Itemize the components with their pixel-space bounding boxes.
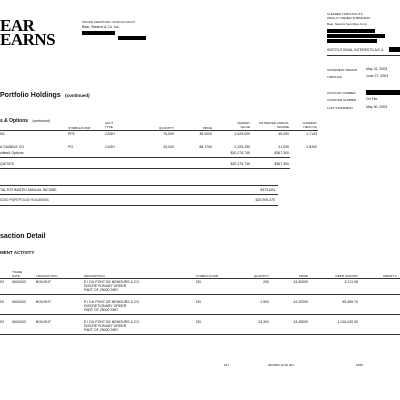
tx-quantity: 1,500	[260, 300, 269, 304]
holdings-title-bold: Portfolio Holdings	[0, 92, 61, 99]
tx-transaction: BOUGHT	[36, 300, 51, 304]
clearing-line-3: Bear, Stearns Securities Corp.	[327, 22, 368, 26]
header-description: DESCRIPTION	[84, 274, 105, 278]
transactions-subtitle: MENT ACTIVITY	[0, 250, 35, 255]
header-price: PRICE	[202, 126, 212, 130]
holdings-title	[0, 84, 90, 102]
last-statement-value: May 30, 2003	[366, 105, 388, 109]
holdings-subtitle	[0, 109, 50, 127]
equities-value: $20,275,749	[230, 162, 250, 166]
header-trade-date: TRADE DATE	[12, 270, 23, 278]
period-label: STATEMENT PERIOD	[327, 68, 358, 72]
tx-quantity: 200	[263, 280, 269, 284]
totals-bottom-divider	[0, 205, 278, 206]
header-debit: DEBIT AMOUNT	[335, 274, 358, 278]
redacted-client-2	[327, 34, 385, 38]
tx-desc-2: DISCRETIONARY ORDER	[84, 304, 127, 308]
holding-price: 88.1700	[199, 145, 212, 149]
totals-mid-divider	[0, 194, 278, 195]
office-name: Bear, Stearns & Co. Inc.	[82, 25, 120, 29]
through-label: THROUGH	[327, 75, 343, 79]
logo-line-1: EAR	[0, 16, 35, 35]
holding-price: 35.0000	[199, 132, 212, 136]
tx-symbol: DD	[196, 320, 202, 324]
period-end: June 27, 2003	[366, 74, 389, 78]
holding-desc: & GAMBLE CO	[0, 145, 25, 149]
tx-desc-2: DISCRETIONARY ORDER	[84, 284, 127, 288]
tx-symbol: DD	[196, 300, 202, 304]
holding-yield: 1.8392	[306, 145, 317, 149]
header-transaction: TRANSACTION	[36, 274, 58, 278]
tx-transaction: BOUGHT	[36, 320, 51, 324]
redacted-address-1	[82, 31, 115, 35]
holding-quantity: 25,000	[163, 145, 174, 149]
account-label	[327, 48, 383, 52]
holding-type: CASH	[105, 132, 115, 136]
header-quantity: QUANTITY	[158, 126, 174, 130]
header-credit: CREDIT A	[383, 274, 397, 278]
total-income-value: $373,604	[260, 188, 275, 192]
holdings-subtitle-suffix: (continued)	[32, 119, 51, 123]
redacted-address-2	[118, 36, 146, 40]
clearing-line-2: WHOLLY OWNED SUBSIDIARY	[327, 16, 371, 20]
tx-trade-date: 06/04/03	[12, 300, 26, 304]
tx-symbol: DD	[196, 280, 202, 284]
tx-debit: 8,711.96	[344, 280, 358, 284]
header-symbol: SYMBOL/CUSIP	[68, 126, 91, 130]
subtotal-label: uities& Options	[0, 151, 24, 155]
holdings-title-suffix: (continued)	[65, 93, 90, 98]
tx-desc-3: PART OF 25000 SHR	[84, 308, 118, 312]
holdings-header-divider	[0, 130, 318, 131]
tx-desc-3: PART OF 25000 SHR	[84, 288, 118, 292]
tx-header-divider	[0, 278, 400, 279]
transactions-title: saction Detail	[0, 233, 46, 240]
clearing-line-1: CLEARED THROUGH ITS	[327, 12, 363, 16]
tx-col-a: 03	[0, 320, 4, 324]
holding-yield: 1.7143	[306, 132, 317, 136]
holding-type: CASH	[105, 145, 115, 149]
taxpayer-label: TAXPAYER NUMBER	[327, 98, 357, 102]
account-number-label: ACCOUNT NUMBER	[327, 91, 356, 95]
tx-desc-2: DISCRETIONARY ORDER	[84, 324, 127, 328]
holding-desc: NC	[0, 132, 6, 136]
tx-price: 43.30000	[293, 280, 308, 284]
subtotal-divider	[0, 157, 290, 158]
holdings-subtitle-bold: s & Options	[0, 118, 29, 124]
last-statement-label: LAST STATEMENT	[327, 106, 354, 110]
subtotal-value: $20,275,749	[230, 151, 250, 155]
holding-symbol: PFE	[68, 132, 75, 136]
header-market-value: MARKET VALUE	[237, 121, 250, 129]
total-holdings-value: $20,909,370	[255, 198, 275, 202]
total-income-label: TAL ESTIMATED ANNUAL INCOME	[0, 188, 57, 192]
equities-label: QUITIES	[0, 162, 15, 166]
footer-code: 027	[224, 363, 230, 367]
bear-stearns-logo	[0, 16, 56, 49]
account-label-text: INSTITUTIONAL INTERESTS A/C	[327, 48, 381, 52]
taxpayer-value: On File	[366, 97, 378, 101]
tx-desc-1: E I DU PONT DE NEMOURS & CO	[84, 320, 140, 324]
totals-top-divider	[0, 185, 278, 186]
holding-symbol: PG	[68, 145, 74, 149]
tx-transaction: BOUGHT	[36, 280, 51, 284]
tx-row-divider	[0, 294, 400, 295]
period-start: May 31, 2003	[366, 67, 388, 71]
redacted-account-number	[389, 47, 400, 52]
header-symbol-cusip: SYMBOL/CUSIP	[196, 274, 219, 278]
redacted-client-3	[327, 39, 377, 43]
redacted-account-number-2	[366, 90, 400, 95]
header-acct-type: ACCT TYPE	[105, 121, 114, 129]
footer-timestamp: 06/28/03 12:00 001	[268, 363, 294, 367]
tx-desc-3: PART OF 25000 SHR	[84, 328, 118, 332]
tx-debit: 1,016,439.30	[337, 320, 358, 324]
office-label: OFFICE SERVICING YOUR ACCOUNT	[82, 20, 136, 24]
tx-col-a: 03	[0, 280, 4, 284]
tx-row-divider	[0, 334, 400, 335]
tx-trade-date: 06/04/03	[12, 280, 26, 284]
header-quantity-tx: QUANTITY	[253, 274, 269, 278]
equities-income: $367,300	[274, 162, 289, 166]
tx-row-divider	[0, 314, 400, 315]
holding-market-value: 2,229,250	[234, 145, 250, 149]
header-price-tx: PRICE	[298, 274, 308, 278]
equities-divider	[0, 168, 290, 169]
account-hash: #	[381, 48, 384, 52]
holding-income: 41,000	[278, 145, 289, 149]
subtotal-income: $367,300	[274, 151, 289, 155]
tx-price: 43.32000	[293, 300, 308, 304]
total-holdings-label: ICED PORTFOLIO HOLDINGS	[0, 198, 49, 202]
tx-trade-date: 06/04/03	[12, 320, 26, 324]
header-est-income: ESTIMATED ANNUAL INCOME	[259, 121, 289, 129]
tx-price: 43.45000	[293, 320, 308, 324]
redacted-client-1	[327, 29, 375, 33]
header-current-yield: CURRENT YIELD (%)	[302, 121, 317, 129]
tx-debit: 65,369.70	[342, 300, 358, 304]
holding-income: 45,000	[278, 132, 289, 136]
footer-page-code: 1808	[356, 363, 363, 367]
tx-quantity: 23,300	[258, 320, 269, 324]
tx-desc-1: E I DU PONT DE NEMOURS & CO	[84, 280, 140, 284]
holding-quantity: 75,000	[163, 132, 174, 136]
logo-line-2: EARNS	[0, 30, 56, 49]
tx-desc-1: E I DU PONT DE NEMOURS & CO	[84, 300, 140, 304]
holding-market-value: 2,625,000	[234, 132, 250, 136]
header-divider	[327, 55, 400, 56]
tx-col-a: 03	[0, 300, 4, 304]
